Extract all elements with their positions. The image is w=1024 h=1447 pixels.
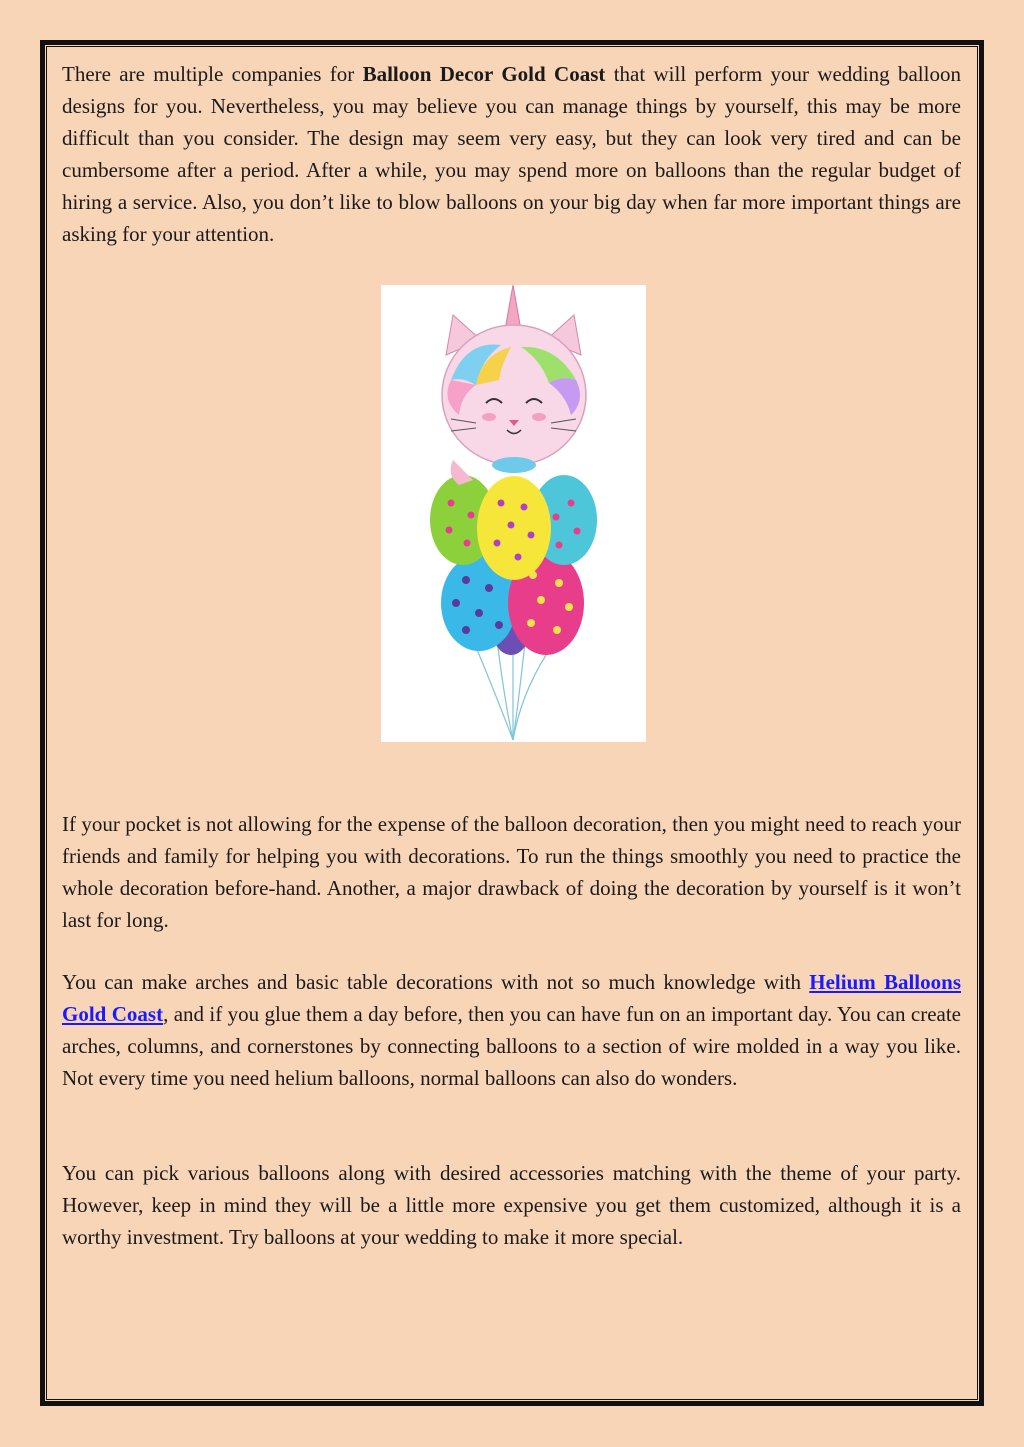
paragraph-budget: If your pocket is not allowing for the expense of the balloon decoration, then you might need to reach your friends and family for helping you with decorations. To run the things smoothly you need to practice the whole decoration before-hand. Another, a major drawback of doing the decoration by yourself is it won’t last for long.: [62, 812, 961, 932]
helium-text-end: , and if you glue them a day before, then you can have fun on an important day. You can create arches, columns, and cornerstones by connecting balloons to a section of wire molded in a way you like. Not every time you need helium balloons, normal balloons can also do wonders.: [62, 1002, 961, 1090]
balloon-bouquet-image: [381, 285, 646, 742]
helium-balloons-link[interactable]: Helium Balloons Gold Coast: [62, 970, 961, 1026]
document-body: [62, 58, 961, 1249]
yellow-polka-balloon: [477, 476, 551, 580]
keyword-balloon-decor: Balloon Decor Gold Coast: [362, 62, 606, 86]
balloon-bouquet-illustration: [381, 285, 646, 742]
intro-text-end: that will perform your wedding balloon designs for you. Nevertheless, you may believe you can manage things by yourself, this may be more difficult than you consider. The design may seem very easy, but they can look very tired and can be cumbersome after a period. After a while, you may spend more on balloons than the regular budget of hiring a service. Also, you don’t like to blow balloons on your big day when far more important things are asking for your attention.: [62, 62, 961, 246]
intro-text-start: There are multiple companies for: [62, 62, 363, 86]
helium-text-start: You can make arches and basic table decorations with not so much knowledge with: [62, 970, 810, 994]
paragraph-helium: [62, 966, 961, 1094]
paragraph-accessories: You can pick various balloons along with desired accessories matching with the theme of your party. However, keep in mind they will be a little more expensive you get them customized, although it is a worthy investment. Try balloons at your wedding to make it more special.: [62, 1161, 961, 1249]
paragraph-intro: [62, 58, 961, 250]
unicorn-kitty-balloon: [442, 285, 586, 485]
